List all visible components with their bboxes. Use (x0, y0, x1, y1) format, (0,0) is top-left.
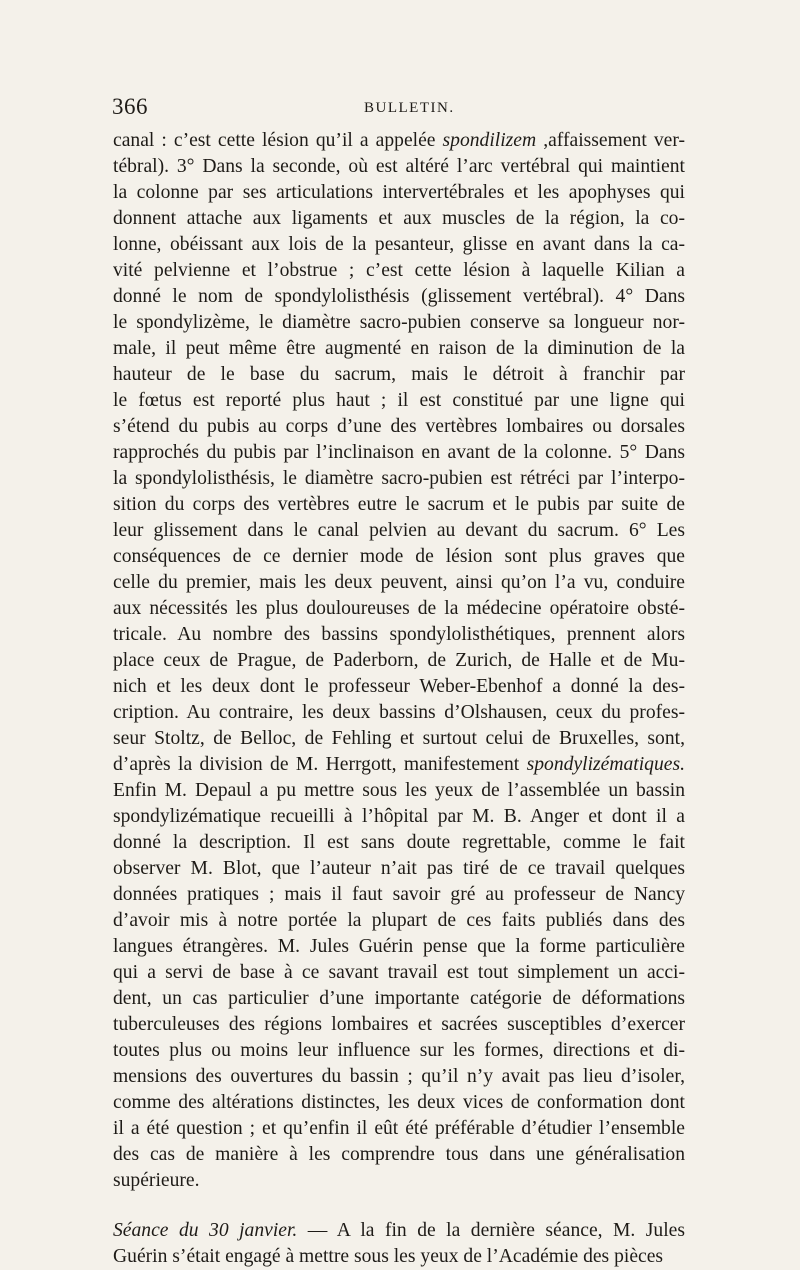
text-line: male, il peut même être augmenté en raison de la diminution de la (113, 338, 685, 359)
text-line: donné la description. Il est sans doute regrettable, comme le fait (113, 832, 685, 853)
text-line: le spondylizème, le diamètre sacro-pubien conserve sa longueur nor- (113, 312, 685, 333)
text-line: mensions des ouvertures du bassin ; qu’il n’y avait pas lieu d’isoler, (113, 1066, 685, 1087)
text-line: sition du corps des vertèbres eutre le sacrum et le pubis par suite de (113, 494, 685, 515)
paragraph-2 (113, 1218, 685, 1270)
text-line: la colonne par ses articulations intervertébrales et les apophyses qui (113, 182, 685, 203)
text-line: des cas de manière à les comprendre tous dans une généralisation (113, 1144, 685, 1165)
body-text (113, 128, 685, 1270)
text-line: qui a servi de base à ce savant travail est tout simplement un acci- (113, 962, 685, 983)
text-line: le fœtus est reporté plus haut ; il est constitué par une ligne qui (113, 390, 685, 411)
paragraph-gap (113, 1194, 685, 1218)
text-line: langues étrangères. M. Jules Guérin pense que la forme particulière (113, 936, 685, 957)
text-line: tuberculeuses des régions lombaires et sacrées susceptibles d’exercer (113, 1014, 685, 1035)
text-line-rest: — A la fin de la dernière séance, M. Jules (297, 1220, 685, 1241)
text-line: dent, un cas particulier d’une importante catégorie de déformations (113, 988, 685, 1009)
text-line (113, 1218, 685, 1244)
text-line: Guérin s’était engagé à mettre sous les yeux de l’Académie des pièces (113, 1246, 664, 1267)
text-line: celle du premier, mais les deux peuvent, ainsi qu’on l’a vu, conduire (113, 572, 685, 593)
text-line: cription. Au contraire, les deux bassins d’Olshausen, ceux du profes- (113, 702, 685, 723)
text-line: rapprochés du pubis par l’inclinaison en avant de la colonne. 5° Dans (113, 442, 685, 463)
text-line: canal : c’est cette lésion qu’il a appelée spondilizem ,affaissement ver- (113, 130, 685, 151)
session-heading: Séance du 30 janvier. (113, 1220, 298, 1241)
text-line: leur glissement dans le canal pelvien au devant du sacrum. 6° Les (113, 520, 685, 541)
text-line: s’étend du pubis au corps d’une des vertèbres lombaires ou dorsales (113, 416, 685, 437)
text-line: place ceux de Prague, de Paderborn, de Zurich, de Halle et de Mu- (113, 650, 685, 671)
text-line: observer M. Blot, que l’auteur n’ait pas tiré de ce travail quelques (113, 858, 685, 879)
text-line: données pratiques ; mais il faut savoir gré au professeur de Nancy (113, 884, 685, 905)
text-line: la spondylolisthésis, le diamètre sacro-pubien est rétréci par l’interpo- (113, 468, 685, 489)
text-line: conséquences de ce dernier mode de lésion sont plus graves que (113, 546, 685, 567)
text-line: aux nécessités les plus douloureuses de la médecine opératoire obsté- (113, 598, 685, 619)
text-line: comme des altérations distinctes, les deux vices de conformation dont (113, 1092, 685, 1113)
text-line: tricale. Au nombre des bassins spondylolisthétiques, prennent alors (113, 624, 685, 645)
text-line: hauteur de le base du sacrum, mais le détroit à franchir par (113, 364, 685, 385)
text-line: toutes plus ou moins leur influence sur les formes, directions et di- (113, 1040, 685, 1061)
text-line: lonne, obéissant aux lois de la pesanteur, glisse en avant dans la ca- (113, 234, 685, 255)
text-line: d’avoir mis à notre portée la plupart de ces faits publiés dans des (113, 910, 685, 931)
text-line: spondylizématique recueilli à l’hôpital par M. B. Anger et dont il a (113, 806, 685, 827)
running-title: BULLETIN. (364, 100, 455, 116)
text-line: d’après la division de M. Herrgott, manifestement spondylizématiques. (113, 754, 685, 775)
text-line: donnent attache aux ligaments et aux muscles de la région, la co- (113, 208, 685, 229)
text-line: vité pelvienne et l’obstrue ; c’est cette lésion à laquelle Kilian a (113, 260, 685, 281)
running-head (112, 94, 684, 124)
text-line: supérieure. (113, 1170, 200, 1191)
text-line: Enfin M. Depaul a pu mettre sous les yeux de l’assemblée un bassin (113, 780, 685, 801)
text-line: seur Stoltz, de Belloc, de Fehling et surtout celui de Bruxelles, sont, (113, 728, 685, 749)
paragraph-1 (113, 128, 685, 1194)
page-number: 366 (112, 94, 148, 119)
text-line: donné le nom de spondylolisthésis (glissement vertébral). 4° Dans (113, 286, 685, 307)
text-line: il a été question ; et qu’enfin il eût été préférable d’étudier l’ensemble (113, 1118, 685, 1139)
text-line: tébral). 3° Dans la seconde, où est altéré l’arc vertébral qui maintient (113, 156, 685, 177)
text-line: nich et les deux dont le professeur Weber-Ebenhof a donné la des- (113, 676, 685, 697)
